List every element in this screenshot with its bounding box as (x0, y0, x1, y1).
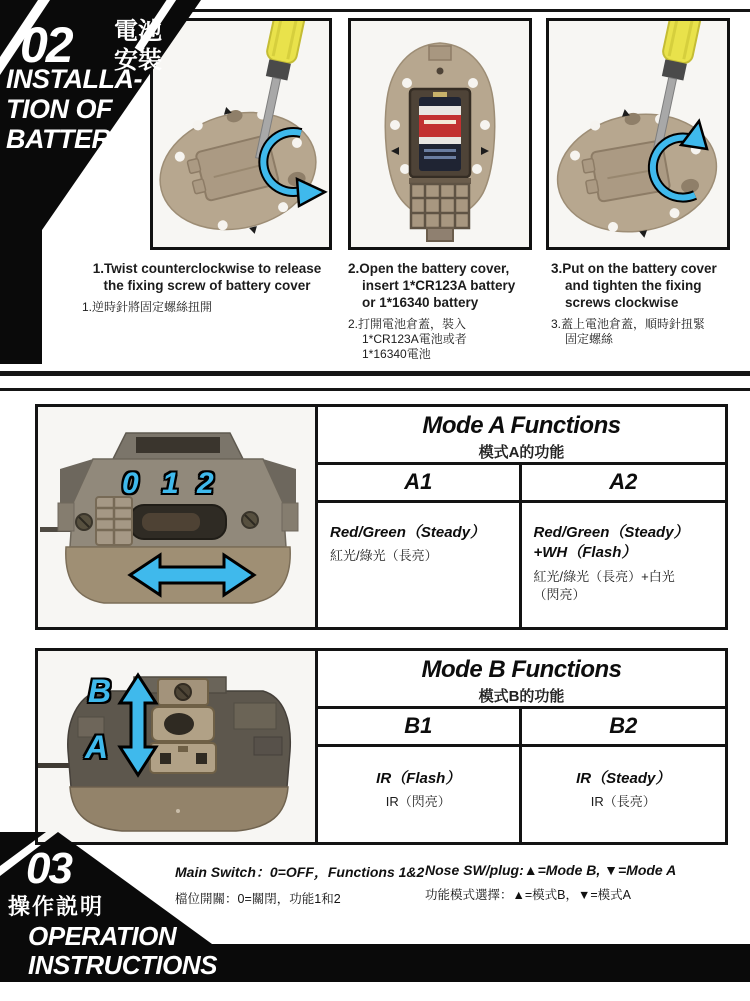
step2-cn-line1: 2.打開電池倉蓋，裝入 (348, 317, 467, 331)
section03-en-title-line1: OPERATION (28, 921, 177, 951)
b1-function-en: IR（Flash） (376, 770, 461, 787)
slide-switch-icon (96, 497, 132, 545)
b2-function-en: IR（Steady） (576, 770, 671, 787)
a2-function-cn-line1: 紅光/綠光（長亮）+白光 (533, 569, 675, 584)
step1-en-line2: the fixing screw of battery cover (103, 278, 311, 293)
mode-b-title-cn: 模式B的功能 (478, 688, 565, 705)
main-switch-note-cn: 檔位開關：0=關閉，功能1和2 (175, 892, 341, 906)
a1-function-en: Red/Green（Steady） (330, 524, 486, 541)
mode-a-photo (38, 407, 318, 627)
section-divider-thin (0, 388, 750, 391)
mode-b-col-b1: B1 (318, 709, 522, 744)
a1-function-cn: 紅光/綠光（長亮） (330, 547, 438, 563)
step3-en-line2: and tighten the fixing (565, 278, 702, 293)
step2-caption (348, 260, 534, 362)
mode-a-col-a2: A2 (609, 469, 638, 494)
battery-door-open-icon (409, 178, 471, 228)
mode-b-direction-label: B (88, 673, 112, 709)
step3-cn-line1: 3.蓋上電池倉蓋，順時針扭緊 (551, 317, 706, 331)
step3-en-line1: 3.Put on the battery cover (551, 261, 717, 276)
slide-switch-device-illustration (38, 407, 318, 627)
mode-b-column-headers (318, 709, 725, 747)
mode-b-panel (35, 648, 728, 845)
step2-photo-battery-inserted (348, 18, 532, 250)
section03-cn-title: 操作説明 (8, 894, 105, 919)
section02-en-title-line3: BATTERY (6, 124, 128, 155)
step3-photo-tighten-cover (546, 18, 730, 250)
section02-en-title (6, 64, 142, 155)
b1-function-cn: IR（閃亮） (385, 793, 451, 809)
a2-function-cn-line2: （閃亮） (533, 586, 586, 602)
switch-position-0-label: 0 (122, 467, 139, 500)
battery-compartment-illustration (351, 21, 529, 247)
mode-a-title-cn: 模式A的功能 (478, 444, 565, 461)
mode-a-cells (318, 503, 725, 627)
main-switch-note-en: Main Switch：0=OFF，Functions 1&2 (175, 864, 425, 880)
step2-cn-line2: 1*CR123A電池或者 (362, 332, 467, 346)
mode-a-column-headers (318, 465, 725, 503)
mode-a-panel (35, 404, 728, 630)
step1-en-line1: 1.Twist counterclockwise to release (92, 261, 322, 276)
step3-en-line3: screws clockwise (565, 295, 679, 310)
section03-number: 03 (26, 844, 71, 893)
step3-caption (551, 260, 733, 347)
battery-icon (410, 89, 470, 177)
a2-function-en-line2: +WH（Flash） (533, 543, 637, 561)
step2-en-line1: 2.Open the battery cover, (348, 261, 510, 276)
section02-en-title-line1: INSTALLA- (6, 64, 142, 94)
nose-plug-note-en: Nose SW/plug:▲=Mode B, ▼=Mode A (425, 862, 677, 878)
nose-plug-note-cn: 功能模式選擇：▲=模式B，▼=模式A (425, 888, 632, 902)
battery-cover-tighten-illustration (549, 21, 727, 247)
step2-en-line2: insert 1*CR123A battery (362, 278, 516, 293)
mode-a-cell-a1 (318, 503, 522, 627)
section02-en-title-line2: TION OF (6, 94, 112, 125)
mode-a-col-a1: A1 (318, 465, 522, 500)
a2-function-en-line1: Red/Green（Steady） (533, 524, 689, 541)
step2-en-line3: or 1*16340 battery (362, 295, 479, 310)
switch-position-1-label: 1 (162, 467, 179, 500)
section02-cn-title-line2: 安裝 (114, 46, 162, 74)
mode-b-photo (38, 651, 318, 842)
section03-en-title-line2: INSTRUCTIONS (28, 950, 217, 981)
step2-cn-line3: 1*16340電池 (362, 347, 431, 361)
section03-en-title (28, 922, 217, 980)
nose-plug-connector-icon (150, 679, 216, 773)
nose-plug-device-illustration (38, 651, 318, 842)
mode-a-header (318, 407, 725, 465)
mode-a-cell-a2 (522, 503, 726, 627)
step3-cn-line2: 固定螺絲 (565, 332, 614, 346)
section02-cn-title-line1: 電池 (114, 18, 162, 45)
b2-function-cn: IR（長亮） (590, 793, 656, 809)
mode-b-header (318, 651, 725, 709)
mode-a-title: Mode A Functions (422, 412, 621, 439)
mode-b-col-b2: B2 (609, 713, 638, 738)
mode-b-title: Mode B Functions (421, 656, 622, 683)
step1-cn-line1: 1.逆時針將固定螺絲扭開 (82, 300, 213, 314)
section02-number: 02 (20, 17, 72, 73)
switch-position-2-label: 2 (197, 467, 214, 500)
mode-a-direction-label: A (85, 729, 109, 765)
